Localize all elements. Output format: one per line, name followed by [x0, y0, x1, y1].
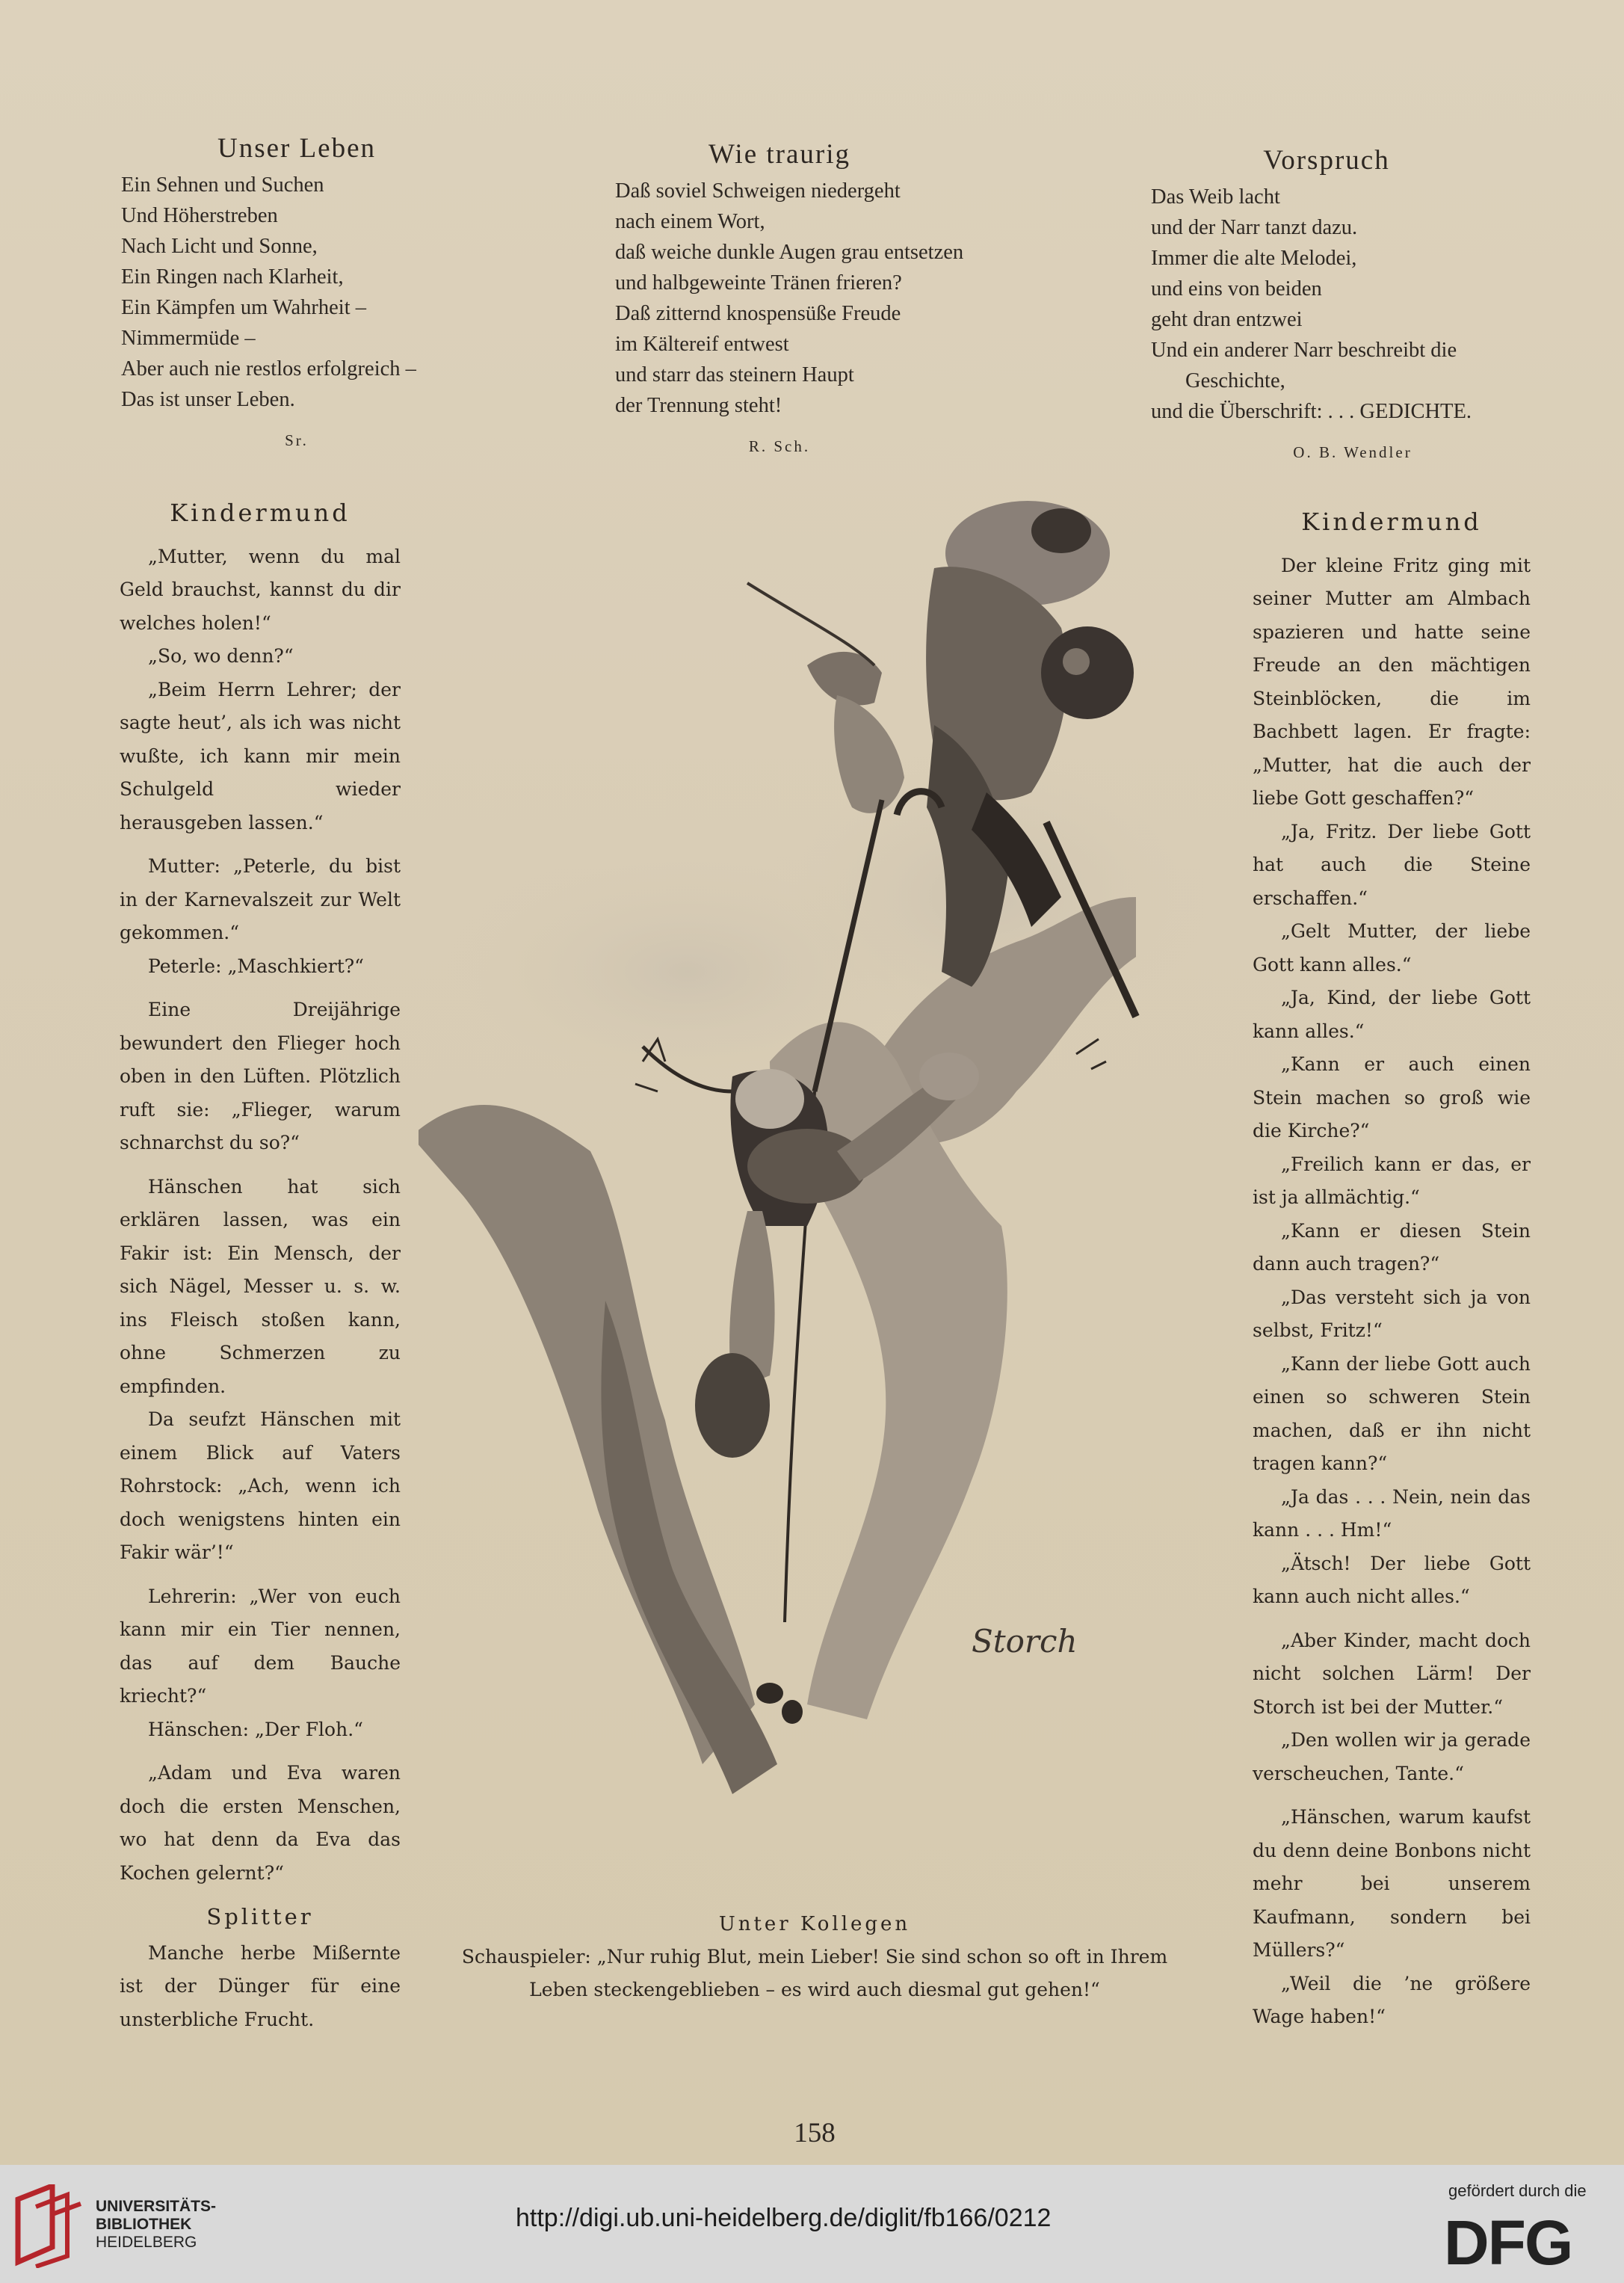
section-title: Kindermund — [1301, 508, 1482, 536]
paragraph: Manche herbe Mißernte ist der Dünger für eine unsterbliche Frucht. — [120, 1941, 401, 2030]
paragraph: Lehrerin: „Wer von euch kann mir ein Tier nennen, das auf dem Bauche kriecht?“ — [120, 1585, 401, 1707]
paragraph: „Beim Herrn Lehrer; der sagte heut’, als ich was nicht wußte, ich kann mir mein Schulgeld wieder herausgeben lassen.“ — [120, 678, 401, 834]
footer-bar — [0, 2165, 1624, 2283]
poem-line: Und ein anderer Narr beschreibt die — [1151, 339, 1457, 362]
poem-line: im Kältereif entwest — [615, 333, 789, 356]
paragraph: Hänschen hat sich erklären lassen, was ein Fakir ist: Ein Mensch, der sich Nägel, Messer u. s. w. ins Fleisch stoßen kann, ohne Schmerzen zu empfinden. — [120, 1175, 401, 1397]
paragraph: Der kleine Fritz ging mit seiner Mutter am Almbach spazieren und hatte seine Freude an den mächtigen Steinblöcken, die im Bachbett lagen. Er fragte: „Mutter, hat die auch der liebe Gott geschaffen?“ — [1253, 554, 1531, 809]
paragraph: „Weil die ’ne größere Wage haben!“ — [1253, 1972, 1531, 2027]
poem-line: Nimmermüde – — [121, 327, 256, 350]
artist-signature: Storch — [972, 1623, 1078, 1660]
library-name — [96, 2198, 216, 2252]
page-number: 158 — [794, 2118, 836, 2148]
paragraph: „Ja, Kind, der liebe Gott kann alles.“ — [1253, 987, 1531, 1042]
poem-line: und der Narr tanzt dazu. — [1151, 216, 1358, 239]
poem-wie-traurig — [615, 139, 1034, 462]
caption-text: Schauspieler: „Nur ruhig Blut, mein Lieber! Sie sind schon so oft in Ihrem Leben steckengeblieben – es wird auch diesmal gut gehen!“ — [461, 1946, 1168, 2000]
poem-line: Nach Licht und Sonne, — [121, 235, 318, 258]
poem-line: Daß zitternd knospensüße Freude — [615, 302, 901, 325]
dfg-logo: DFG — [1444, 2207, 1572, 2278]
poem-line: Ein Kämpfen um Wahrheit – — [121, 296, 367, 319]
permalink-url[interactable]: http://digi.ub.uni-heidelberg.de/diglit/fb166/0212 — [516, 2204, 1052, 2232]
paragraph: „Den wollen wir ja gerade verscheuchen, Tante.“ — [1253, 1729, 1531, 1784]
paragraph: Da seufzt Hänschen mit einem Blick auf Vaters Rohrstock: „Ach, wenn ich doch wenigstens hinten ein Fakir wär’!“ — [120, 1408, 401, 1563]
poem-line: nach einem Wort, — [615, 210, 765, 233]
paragraph: „Kann er auch einen Stein machen so groß wie die Kirche?“ — [1253, 1053, 1531, 1142]
poem-title: Wie traurig — [708, 139, 851, 170]
paragraph: Eine Dreijährige bewundert den Flieger hoch oben in den Lüften. Plötzlich ruft sie: „Flieger, warum schnarchst du so?“ — [120, 999, 401, 1153]
poem-line: Geschichte, — [1185, 369, 1285, 392]
section-title: Splitter — [206, 1904, 314, 1929]
poem-line: Ein Ringen nach Klarheit, — [121, 265, 344, 289]
poem-signature: O. B. Wendler — [1293, 443, 1412, 461]
funding-note: gefördert durch die — [1448, 2181, 1587, 2200]
cartoon-drawing — [419, 478, 1211, 1884]
poem-line: der Trennung steht! — [615, 394, 782, 417]
section-title: Kindermund — [170, 499, 351, 527]
paragraph: „Gelt Mutter, der liebe Gott kann alles.“ — [1253, 920, 1531, 976]
paragraph: Hänschen: „Der Floh.“ — [148, 1718, 363, 1740]
university-library-logo-icon — [13, 2184, 85, 2268]
poem-title: Vorspruch — [1263, 145, 1390, 176]
poem-line: Das ist unser Leben. — [121, 388, 295, 411]
paragraph: „So, wo denn?“ — [148, 645, 294, 667]
poem-line: Und Höherstreben — [121, 204, 278, 227]
paragraph: „Ja, Fritz. Der liebe Gott hat auch die Steine erschaffen.“ — [1253, 820, 1531, 909]
paragraph: „Mutter, wenn du mal Geld brauchst, kannst du dir welches holen!“ — [120, 545, 401, 634]
poem-line: und starr das steinern Haupt — [615, 363, 854, 386]
caption-title: Unter Kollegen — [718, 1913, 911, 1935]
library-line: BIBLIOTHEK — [96, 2216, 192, 2233]
poem-line: Ein Sehnen und Suchen — [121, 173, 324, 197]
poem-line: Das Weib lacht — [1151, 185, 1280, 209]
poem-line: und die Überschrift: . . . GEDICHTE. — [1151, 400, 1472, 423]
paragraph: „Kann er diesen Stein dann auch tragen?“ — [1253, 1219, 1531, 1275]
poem-signature: Sr. — [285, 431, 309, 449]
poem-title: Unser Leben — [217, 133, 377, 164]
poem-line: Aber auch nie restlos erfolgreich – — [121, 357, 416, 380]
right-column — [1253, 505, 1531, 2045]
poem-vorspruch — [1151, 145, 1554, 468]
poem-signature: R. Sch. — [748, 437, 811, 455]
poem-unser-leben — [121, 133, 472, 456]
paragraph: „Ja das . . . Nein, nein das kann . . . Hm!“ — [1253, 1485, 1531, 1541]
illustration-caption — [419, 1908, 1211, 2006]
poem-line: daß weiche dunkle Augen grau entsetzen — [615, 241, 964, 264]
paragraph: Mutter: „Peterle, du bist in der Karnevalszeit zur Welt gekommen.“ — [120, 855, 401, 943]
paragraph: „Kann der liebe Gott auch einen so schweren Stein machen, daß er ihn nicht tragen kann?“ — [1253, 1352, 1531, 1474]
paragraph: Peterle: „Maschkiert?“ — [148, 955, 364, 977]
poem-line: Daß soviel Schweigen niedergeht — [615, 179, 901, 203]
paragraph: „Hänschen, warum kaufst du denn deine Bonbons nicht mehr bei unserem Kaufmann, sondern bei Müllers?“ — [1253, 1806, 1531, 1961]
paragraph: „Freilich kann er das, er ist ja allmächtig.“ — [1253, 1153, 1531, 1208]
illustration — [419, 478, 1211, 1884]
library-line: UNIVERSITÄTS- — [96, 2198, 217, 2215]
poem-line: geht dran entzwei — [1151, 308, 1303, 331]
left-column — [120, 496, 401, 2047]
poem-line: und halbgeweinte Tränen frieren? — [615, 271, 902, 295]
library-line: HEIDELBERG — [96, 2234, 197, 2251]
paragraph: „Adam und Eva waren doch die ersten Menschen, wo hat denn da Eva das Kochen gelernt?“ — [120, 1762, 401, 1884]
poem-line: und eins von beiden — [1151, 277, 1322, 301]
poem-line: Immer die alte Melodei, — [1151, 247, 1357, 270]
paragraph: „Ätsch! Der liebe Gott kann auch nicht alles.“ — [1253, 1552, 1531, 1607]
paragraph: „Das versteht sich ja von selbst, Fritz!“ — [1253, 1286, 1531, 1341]
paragraph: „Aber Kinder, macht doch nicht solchen Lärm! Der Storch ist bei der Mutter.“ — [1253, 1629, 1531, 1718]
